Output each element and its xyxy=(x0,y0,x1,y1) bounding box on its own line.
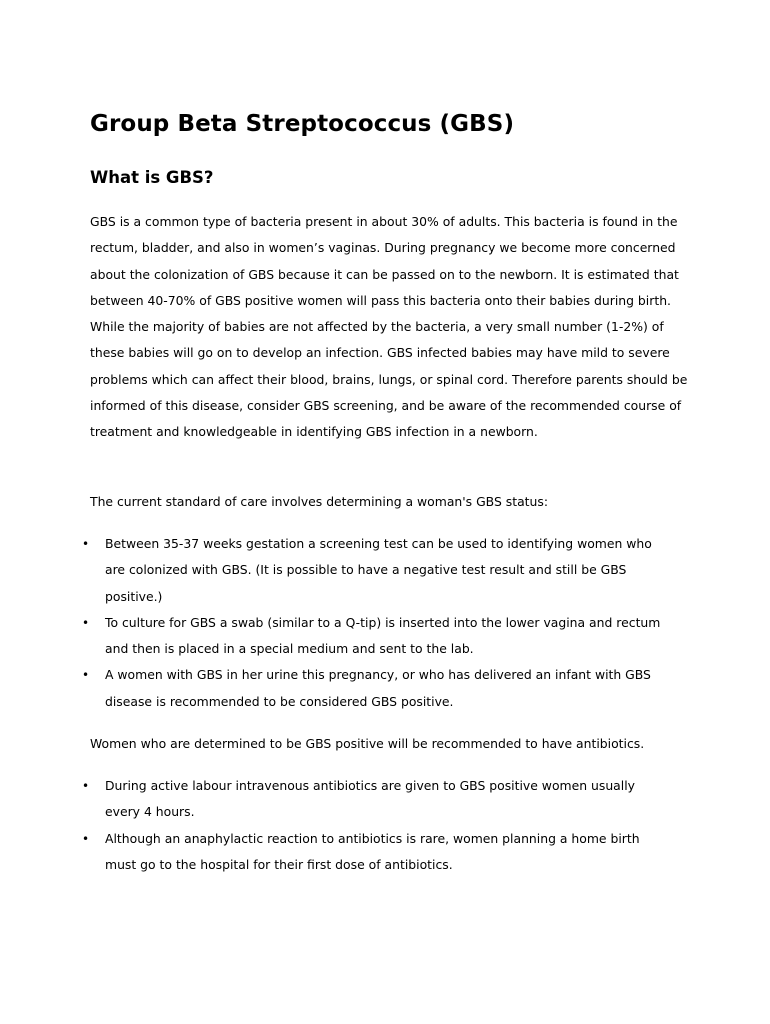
list-item xyxy=(0,662,665,715)
document-title: Group Beta Streptococcus (GBS) xyxy=(90,111,515,137)
list-item-text: A women with GBS in her urine this pregnancy, or who has delivered an infant with GBS disease is recommended to be considered GBS positive. xyxy=(105,667,651,709)
bullet-icon: • xyxy=(82,831,90,846)
list-item-text: To culture for GBS a swab (similar to a Q-tip) is inserted into the lower vagina and rectum and then is placed in a special medium and sent to the lab. xyxy=(105,614,661,657)
bullet-icon: • xyxy=(82,537,90,551)
bullet-icon: • xyxy=(82,615,90,630)
status-intro-text: The current standard of care involves determining a woman's GBS status: xyxy=(90,494,548,509)
intro-paragraph: GBS is a common type of bacteria present in about 30% of adults. This bacteria is found in the rectum, bladder, and also in women’s vaginas. During pregnancy we become more concerned about the colonization of GBS because it can be passed on to the newborn. It is estimated that between 40-70% of GBS positive women will pass this bacteria onto their babies during birth. While the majority of babies are not affected by the bacteria, a very small number (1-2%) of these babies will go on to develop an infection. GBS infected babies may have mild to severe problems which can affect their blood, brains, lungs, or spinal cord. Therefore parents should be informed of this disease, consider GBS screening, and be aware of the recommended course of treatment and knowledgeable in identifying GBS infection in a newborn. xyxy=(90,214,688,440)
list-item-text: Between 35-37 weeks gestation a screening test can be used to identifying women who are colonized with GBS. (It is possible to have a negative test result and still be GBS positive.) xyxy=(105,536,652,604)
list-item xyxy=(0,610,665,663)
list-item-text: Although an anaphylactic reaction to antibiotics is rare, women planning a home birth must go to the hospital for their first dose of antibiotics. xyxy=(105,830,640,872)
list-item xyxy=(0,773,665,826)
list-item xyxy=(0,531,665,610)
antibiotics-bullet-list xyxy=(0,773,770,878)
list-item xyxy=(0,826,665,879)
section-heading: What is GBS? xyxy=(90,168,214,187)
status-bullet-list xyxy=(0,531,770,715)
bullet-icon: • xyxy=(82,668,90,683)
bullet-icon: • xyxy=(82,779,90,793)
antibiotics-intro-text: Women who are determined to be GBS positive will be recommended to have antibiotics. xyxy=(90,736,645,751)
list-item-text: During active labour intravenous antibiotics are given to GBS positive women usually every 4 hours. xyxy=(105,778,635,820)
